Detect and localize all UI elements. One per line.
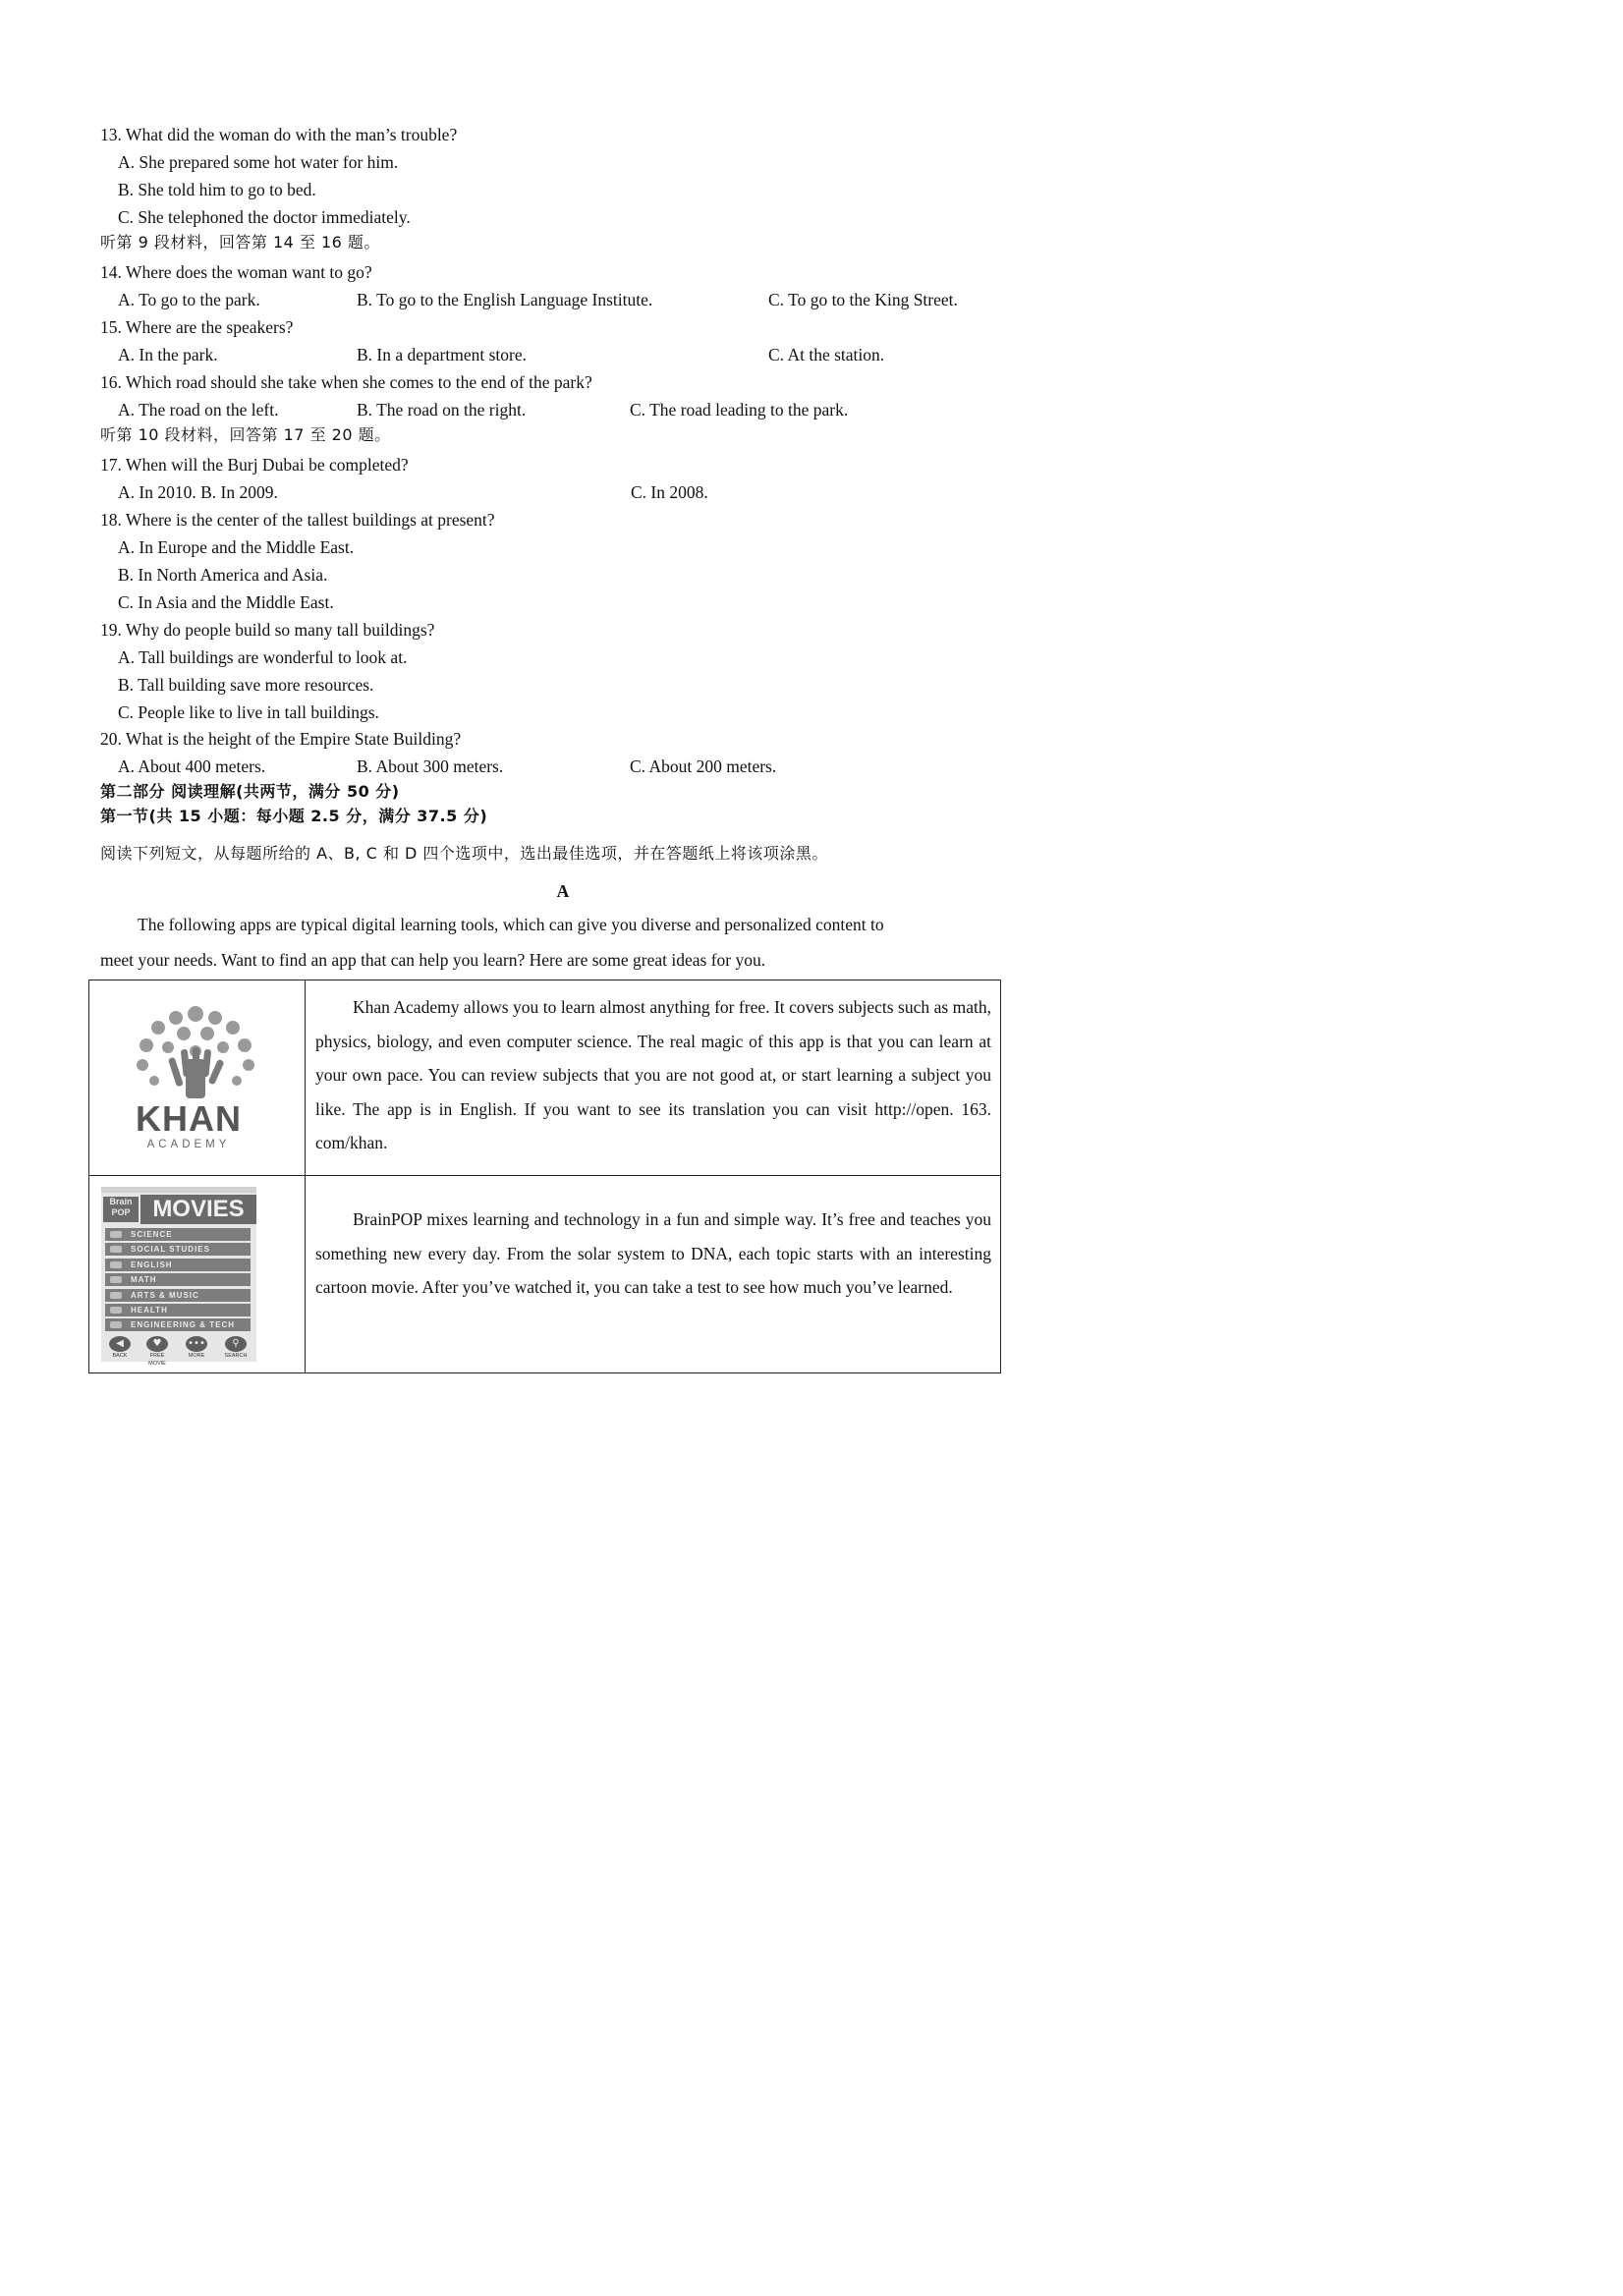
question-14: 14. Where does the woman want to go? [100,262,372,282]
option-17ab: A. In 2010. B. In 2009. [118,482,278,502]
option-16a: A. The road on the left. [118,400,279,420]
option-13c: C. She telephoned the doctor immediately. [118,207,411,227]
option-19c: C. People like to live in tall buildings. [118,702,379,722]
menu-item-engineering-tech: ENGINEERING & TECH [105,1318,251,1331]
option-20a: A. About 400 meters. [118,756,266,776]
math-icon [110,1276,122,1283]
khan-logo-word: KHAN [136,1098,242,1139]
exam-page [0,0,1081,1528]
option-18a: A. In Europe and the Middle East. [118,537,355,557]
option-17c: C. In 2008. [631,482,708,502]
option-13a: A. She prepared some hot water for him. [118,152,399,172]
question-15: 15. Where are the speakers? [100,317,294,337]
khan-description: Khan Academy allows you to learn almost anything for free. It covers subjects such as math, physics, biology, and even computer science. The real magic of this app is that you can learn at your own pace. You can review subjects that you are not good at, or start learning a subject you like. The app is in English. If you want to see its translation you can visit http://open. 163. com/khan. [315,997,991,1152]
menu-item-health: HEALTH [105,1304,251,1316]
passage-intro-line1: The following apps are typical digital learning tools, which can give you diverse and personalized content to [138,915,884,934]
heart-icon: ♥ [146,1336,168,1352]
option-19a: A. Tall buildings are wonderful to look at. [118,647,408,667]
menu-item-social-studies: SOCIAL STUDIES [105,1243,251,1256]
apps-table [88,980,1001,1373]
table-column-divider [305,980,306,1372]
instruction-listen-9: 听第 9 段材料，回答第 14 至 16 题。 [100,233,380,252]
back-button: ◀ BACK [105,1336,135,1360]
more-button: ••• MORE [182,1336,211,1360]
option-16b: B. The road on the right. [357,400,527,420]
more-dots-icon: ••• [186,1336,207,1352]
science-icon [110,1231,122,1238]
table-row-divider [89,1175,1000,1176]
brainpop-brand-logo: Brain POP [103,1197,139,1222]
option-13b: B. She told him to go to bed. [118,180,316,199]
english-icon [110,1261,122,1268]
brainpop-bottom-bar [103,1336,254,1367]
phone-status-bar [101,1187,256,1193]
engineering-tech-icon [110,1321,122,1328]
question-13: 13. What did the woman do with the man’s trouble? [100,125,458,144]
brainpop-menu [105,1228,251,1334]
option-14b: B. To go to the English Language Institute. [357,290,653,309]
option-20c: C. About 200 meters. [630,756,777,776]
brainpop-description: BrainPOP mixes learning and technology in a fun and simple way. It’s free and teaches you something new every day. From the solar system to DNA, each topic starts with an interesting cartoon movie. After you’ve watched it, you can take a test to see how much you’ve learned. [315,1209,991,1297]
option-16c: C. The road leading to the park. [630,400,849,420]
khan-logo-sub: ACADEMY [146,1139,231,1150]
menu-item-science: SCIENCE [105,1228,251,1241]
option-20b: B. About 300 meters. [357,756,504,776]
reading-instruction: 阅读下列短文，从每题所给的 A、B, C 和 D 四个选项中，选出最佳选项，并在答题纸上将该项涂黑。 [100,844,828,863]
option-15c: C. At the station. [768,345,885,364]
social-studies-icon [110,1246,122,1253]
option-15a: A. In the park. [118,345,218,364]
option-14c: C. To go to the King Street. [768,290,958,309]
menu-item-english: ENGLISH [105,1259,251,1271]
free-movie-button: ♥ FREE MOVIE [142,1336,172,1368]
arts-music-icon [110,1292,122,1299]
menu-item-math: MATH [105,1273,251,1286]
option-14a: A. To go to the park. [118,290,260,309]
brainpop-screenshot [101,1187,256,1367]
passage-label: A [556,881,570,901]
search-button: ⚲ SEARCH [224,1338,248,1359]
health-icon [110,1307,122,1314]
question-17: 17. When will the Burj Dubai be completed? [100,455,409,475]
instruction-listen-10: 听第 10 段材料，回答第 17 至 20 题。 [100,425,391,444]
section1-header: 第一节(共 15 小题：每小题 2.5 分，满分 37.5 分) [100,807,488,825]
search-icon: ⚲ [225,1336,247,1352]
option-15b: B. In a department store. [357,345,528,364]
passage-intro-line2: meet your needs. Want to find an app that can help you learn? Here are some great ideas for you. [100,950,766,970]
option-18c: C. In Asia and the Middle East. [118,592,334,612]
question-20: 20. What is the height of the Empire State Building? [100,729,462,749]
option-19b: B. Tall building save more resources. [118,675,374,695]
brainpop-movies-title: MOVIES [140,1195,256,1224]
back-arrow-icon: ◀ [109,1336,131,1352]
part2-header: 第二部分 阅读理解(共两节，满分 50 分) [100,782,400,801]
question-18: 18. Where is the center of the tallest buildings at present? [100,510,495,530]
question-19: 19. Why do people build so many tall buildings? [100,620,435,640]
option-18b: B. In North America and Asia. [118,565,328,585]
question-16: 16. Which road should she take when she comes to the end of the park? [100,372,592,392]
menu-item-arts-music: ARTS & MUSIC [105,1289,251,1302]
